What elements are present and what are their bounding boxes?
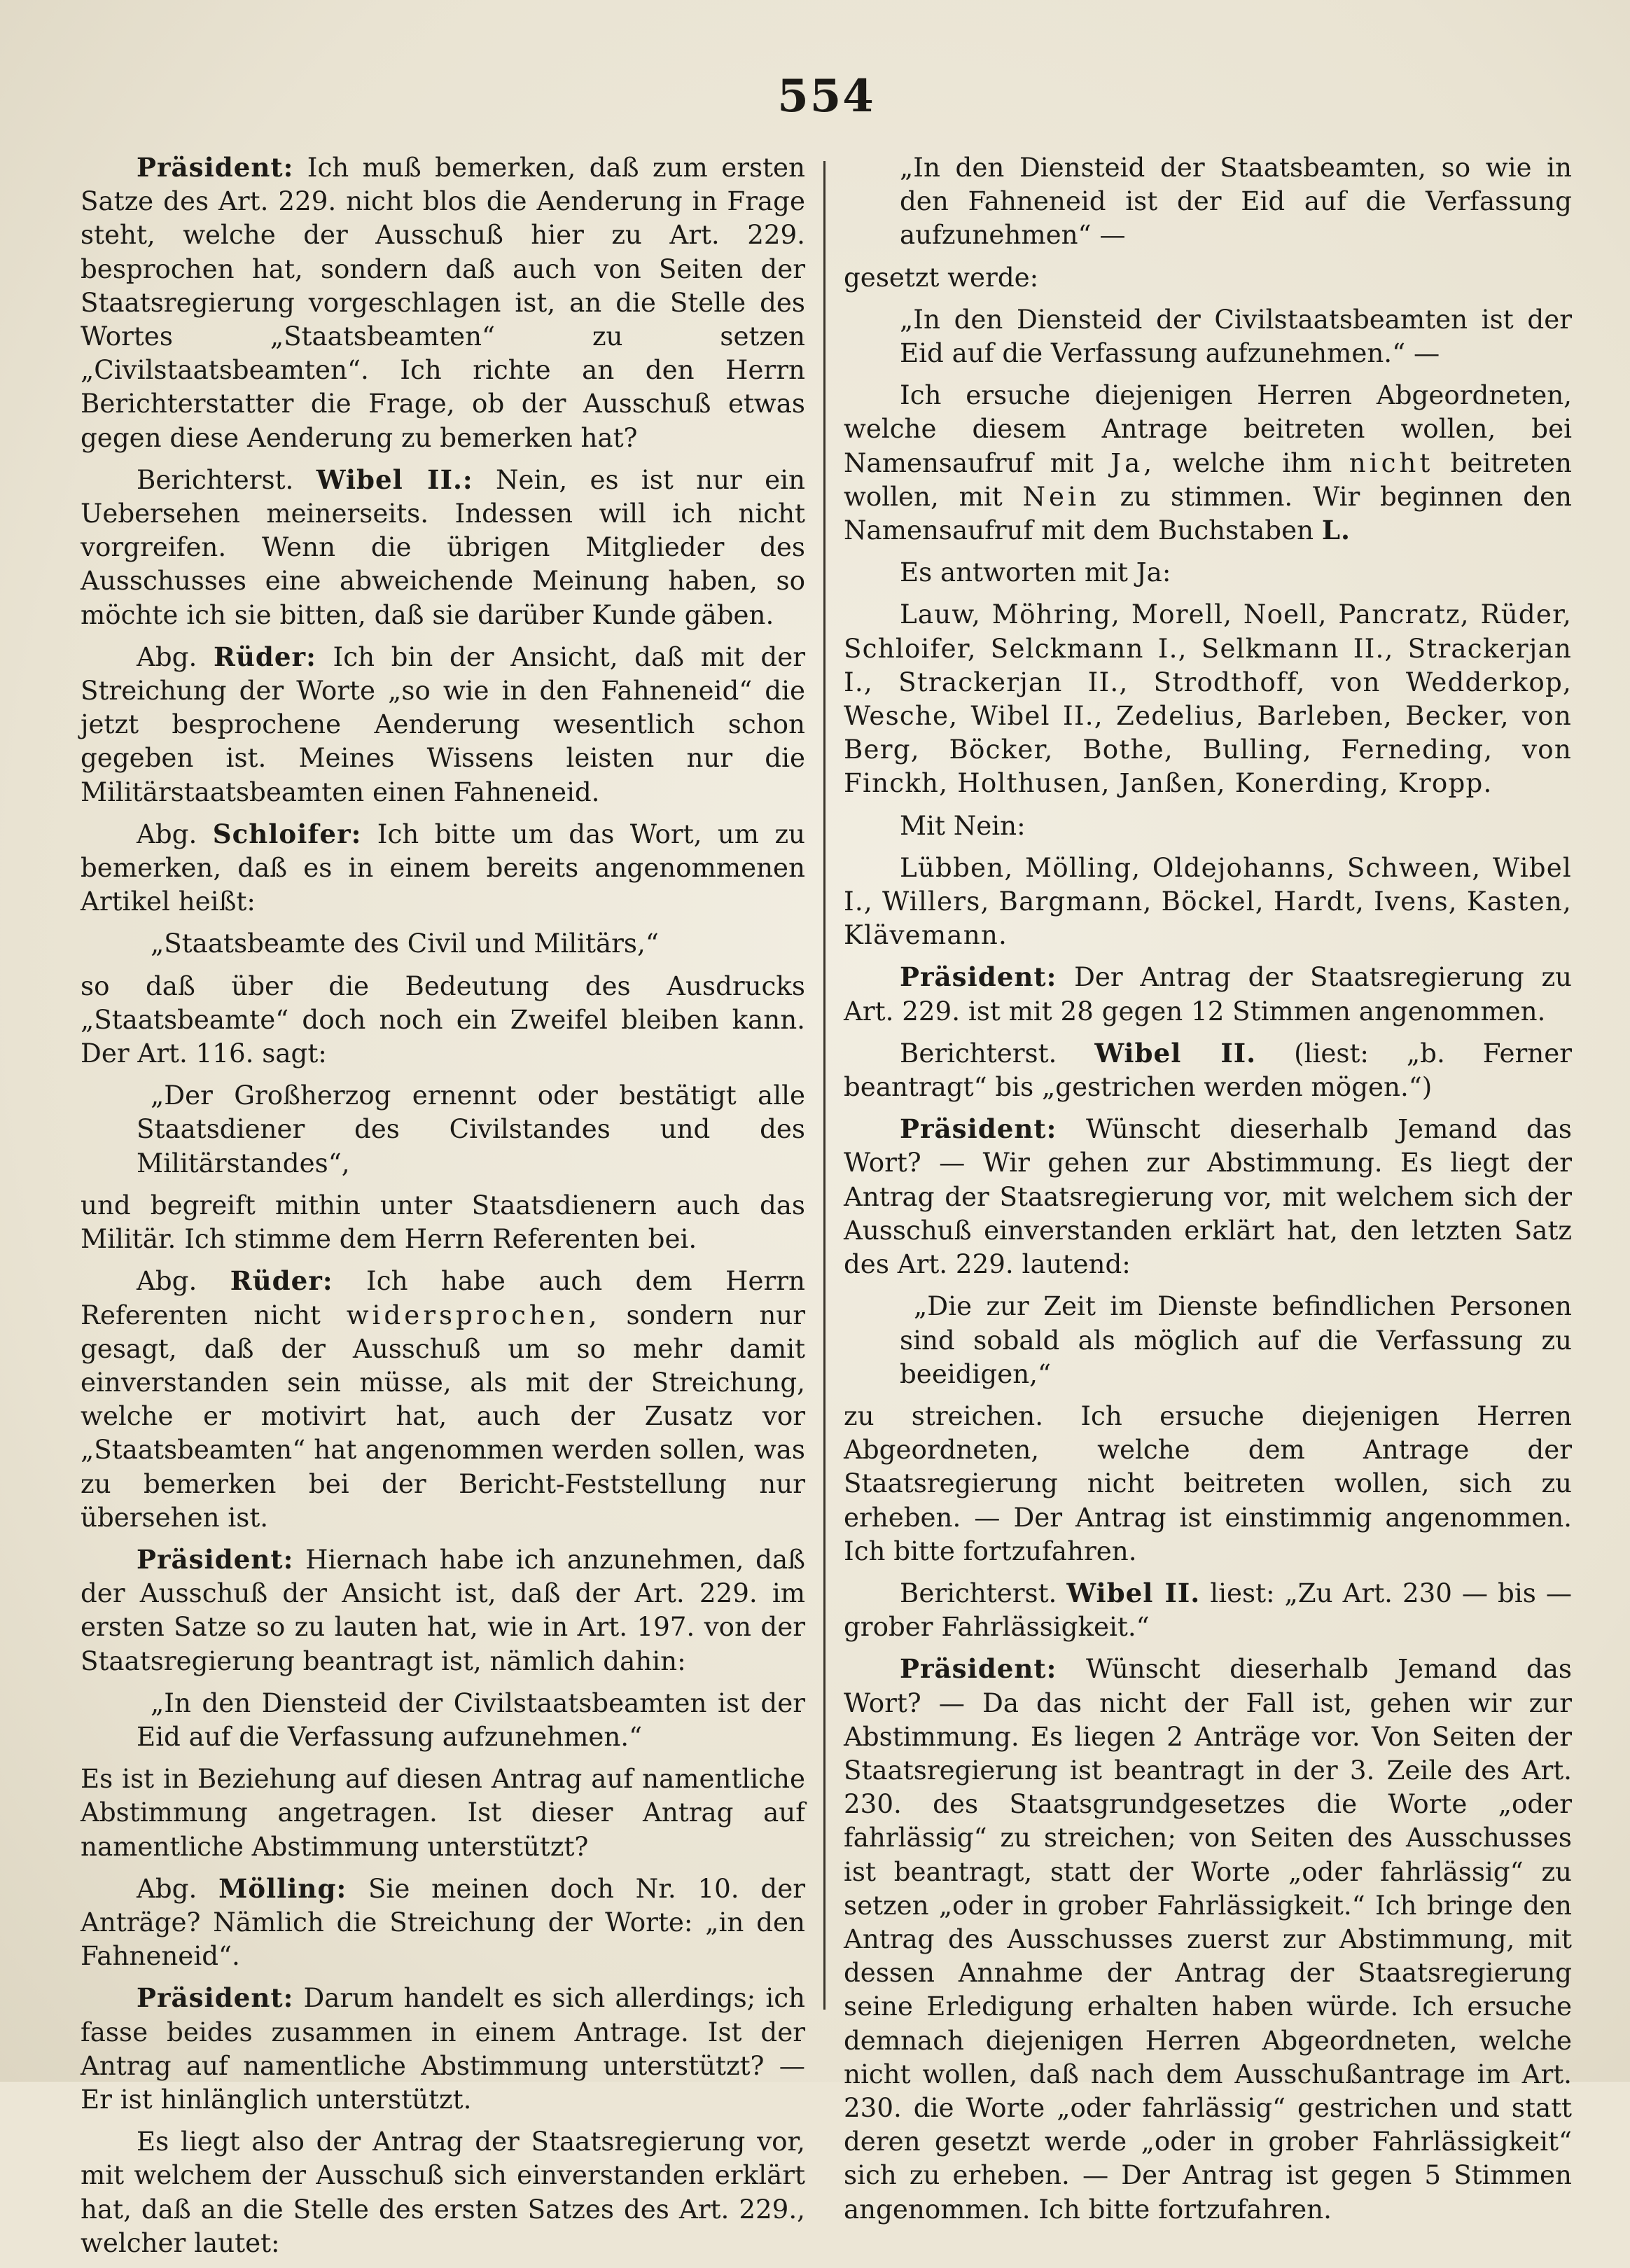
- paragraph-continuation: Es ist in Beziehung auf diesen Antrag auf namentliche Abstimmung angetragen. Ist dieser Antrag auf namentliche Abstimmung unterstützt?: [81, 1763, 805, 1862]
- speaker-name: Präsident:: [137, 152, 294, 183]
- vote-no-names: Lübben, Mölling, Oldejohanns, Schween, Wibel I., Willers, Bargmann, Böckel, Hardt, Ivens, Kasten, Klävemann.: [844, 851, 1572, 951]
- page-number: 554: [777, 70, 875, 123]
- paragraph-text: Ich ersuche diejenigen Herren Abgeordneten, welche diesem Antrage beitreten wollen, bei Namensaufruf mit: [844, 380, 1572, 478]
- paragraph-text: (liest: „b. Ferner beantragt“ bis „gestrichen werden mögen.“): [844, 1037, 1572, 1103]
- quotation: „Der Großherzog ernennt oder bestätigt alle Staatsdiener des Civilstandes und des Militärstandes“,: [137, 1080, 805, 1178]
- quotation: „In den Diensteid der Civilstaatsbeamten ist der Eid auf die Verfassung aufzunehmen.“: [137, 1687, 805, 1752]
- emphasized-word: nicht: [1349, 447, 1434, 478]
- speaker-name: Mölling:: [218, 1872, 347, 1904]
- paragraph-continuation: gesetzt werde:: [844, 261, 1039, 293]
- paragraph-text: sondern nur gesagt, daß der Ausschuß um so mehr damit einverstanden sein müsse, als mit der Streichung, welche er motivirt hat, auch der Zusatz vor „Staatsbeamten“ hat angenommen werden sollen, was zu bemerken bei der Bericht-Feststellung nur übersehen ist.: [81, 1299, 805, 1533]
- paragraph-praesident-5: [844, 1112, 1572, 1281]
- vote-yes-label: Es antworten mit Ja:: [900, 557, 1171, 588]
- speaker-role: Abg.: [137, 1265, 197, 1297]
- paragraph-text: Hiernach habe ich anzunehmen, daß der Ausschuß der Ansicht ist, daß der Art. 229. im ersten Satze so zu lauten hat, wie in Art. 197. von der Staatsregierung beantragt ist, nämlich dahin:: [81, 1543, 805, 1676]
- paragraph-text: beitreten wollen, mit: [844, 447, 1572, 512]
- right-column: [844, 151, 1572, 2234]
- quotation: „In den Diensteid der Civilstaatsbeamten ist der Eid auf die Verfassung aufzunehmen.“ —: [900, 303, 1572, 369]
- quotation: „In den Diensteid der Staatsbeamten, so wie in den Fahneneid ist der Eid auf die Verfassung aufzunehmen“ —: [900, 152, 1572, 251]
- paragraph-schloifer: [81, 817, 805, 919]
- speaker-name: Präsident:: [900, 1653, 1057, 1685]
- speaker-role: Berichterst.: [137, 464, 294, 495]
- speaker-name: Wibel II.:: [316, 464, 473, 495]
- paragraph-praesident-6: [844, 1652, 1572, 2225]
- paragraph-roll-call: [844, 378, 1572, 547]
- paragraph-text: Wünscht dieserhalb Jemand das Wort? — Da das nicht der Fall ist, gehen wir zur Abstimmung. Es liegen 2 Anträge vor. Von Seiten der Staatsregierung ist beantragt in der 3. Zeile des Art. 230. des Staatsgrundgesetzes die Worte „oder fahrlässig“ zu streichen; von Seiten des Ausschusses ist beantragt, statt der Worte „oder fahrlässig“ zu setzen „oder in grober Fahrlässigkeit.“ Ich bringe den Antrag des Ausschusses zuerst zur Abstimmung, mit dessen Annahme der Antrag der Staatsregierung seine Erledigung erhalten haben würde. Ich ersuche demnach diejenigen Herren Abgeordneten, welche nicht wollen, daß nach dem Ausschußantrage im Art. 230. die Worte „oder fahrlässig“ gestrichen und statt deren gesetzt werde „oder in grober Fahrlässigkeit“ sich zu erheben. — Der Antrag ist gegen 5 Stimmen angenommen. Ich bitte fortzufahren.: [844, 1653, 1572, 2225]
- paragraph-rueder-1: [81, 640, 805, 809]
- paragraph-wibel-3: [844, 1576, 1572, 1643]
- speaker-name: Schloifer:: [212, 818, 362, 849]
- paragraph-text: Ich bin der Ansicht, daß mit der Streichung der Worte „so wie in den Fahneneid“ die jetzt besprochene Aenderung wesentlich schon gegeben ist. Meines Wissens leisten nur die Militärstaatsbeamten einen Fahneneid.: [81, 641, 805, 807]
- speaker-name: Wibel II.: [1066, 1577, 1201, 1608]
- speaker-role: Abg.: [137, 818, 197, 849]
- left-column: [81, 151, 805, 2268]
- paragraph-praesident-4: [844, 960, 1572, 1027]
- vote-yes-names: Lauw, Möhring, Morell, Noell, Pancratz, Rüder, Schloifer, Selckmann I., Selkmann II., Strackerjan I., Strackerjan II., Strodthoff, von Wedderkop, Wesche, Wibel II., Zedelius, Barleben, Becker, von Berg, Böcker, Bothe, Bulling, Ferneding, von Finckh, Holthusen, Janßen, Konerding, Kropp.: [844, 599, 1572, 799]
- paragraph-text: Sie meinen doch Nr. 10. der Anträge? Nämlich die Streichung der Worte: „in den Fahneneid“.: [81, 1872, 805, 1972]
- emphasized-word: L.: [1321, 515, 1351, 546]
- quotation: „Die zur Zeit im Dienste befindlichen Personen sind sobald als möglich auf die Verfassung zu beeidigen,“: [900, 1290, 1572, 1389]
- paragraph-continuation: so daß über die Bedeutung des Ausdrucks „Staatsbeamte“ doch noch ein Zweifel bleiben kann. Der Art. 116. sagt:: [81, 970, 805, 1069]
- speaker-role: Berichterst.: [900, 1037, 1057, 1069]
- vote-no-label: Mit Nein:: [900, 809, 1026, 841]
- paragraph-text: liest: „Zu Art. 230 — bis — grober Fahrlässigkeit.“: [844, 1577, 1573, 1643]
- paragraph-text: Ich bitte um das Wort, um zu bemerken, daß es in einem bereits angenommenen Artikel heißt:: [81, 818, 806, 917]
- paragraph-text: Nein, es ist nur ein Uebersehen meinerseits. Indessen will ich nicht vorgreifen. Wenn die übrigen Mitglieder des Ausschusses eine abweichende Meinung haben, so möchte ich sie bitten, daß sie darüber Kunde gäben.: [81, 464, 805, 630]
- speaker-name: Präsident:: [900, 961, 1057, 993]
- paragraph-moelling: [81, 1872, 805, 1973]
- emphasized-word: Ja,: [1110, 447, 1156, 478]
- paragraph-praesident-3: [81, 1981, 805, 2116]
- paragraph-text: Der Antrag der Staatsregierung zu Art. 229. ist mit 28 gegen 12 Stimmen angenommen.: [844, 961, 1572, 1027]
- paragraph-text: Es liegt also der Antrag der Staatsregierung vor, mit welchem der Ausschuß sich einverstanden erklärt hat, daß an die Stelle des ersten Satzes des Art. 229., welcher lautet:: [81, 2126, 805, 2258]
- speaker-role: Berichterst.: [900, 1577, 1057, 1608]
- paragraph-praesident-2: [81, 1543, 805, 1678]
- speaker-role: Abg.: [137, 1872, 197, 1904]
- paragraph-text: Ich habe auch dem Herrn Referenten nicht: [81, 1265, 805, 1330]
- paragraph-text: Wünscht dieserhalb Jemand das Wort? — Wir gehen zur Abstimmung. Es liegt der Antrag der Staatsregierung vor, mit welchem sich der Ausschuß einverstanden erklärt hat, den letzten Satz des Art. 229. lautend:: [844, 1113, 1572, 1280]
- paragraph-continuation: und begreift mithin unter Staatsdienern auch das Militär. Ich stimme dem Herrn Referenten bei.: [81, 1189, 805, 1255]
- speaker-name: Präsident:: [900, 1113, 1057, 1145]
- quotation: „Staatsbeamte des Civil und Militärs,“: [151, 928, 659, 959]
- speaker-name: Präsident:: [137, 1543, 294, 1575]
- speaker-name: Wibel II.: [1094, 1037, 1257, 1069]
- paragraph-text: Darum handelt es sich allerdings; ich fasse beides zusammen in einem Antrage. Ist der Antrag auf namentliche Abstimmung unterstützt? — Er ist hinlänglich unterstützt.: [81, 1982, 805, 2115]
- paragraph-wibel: [81, 463, 805, 632]
- paragraph-text: zu stimmen. Wir beginnen den Namensaufruf mit dem Buchstaben: [844, 480, 1572, 546]
- emphasized-word: Nein: [1022, 480, 1100, 512]
- speaker-name: Präsident:: [137, 1982, 294, 2014]
- paragraph-text: welche ihm: [1172, 447, 1332, 478]
- emphasized-word: widersprochen,: [346, 1299, 601, 1330]
- paragraph-praesident-1: [81, 151, 805, 454]
- paragraph-text: Ich muß bemerken, daß zum ersten Satze des Art. 229. nicht blos die Aenderung in Frage steht, welche der Ausschuß hier zu Art. 229. besprochen hat, sondern daß auch von Seiten der Staatsregierung vorgeschlagen ist, an die Stelle des Wortes „Staatsbeamten“ zu setzen „Civilstaatsbeamten“. Ich richte an den Herrn Berichterstatter die Frage, ob der Ausschuß etwas gegen diese Aenderung zu bemerken hat?: [81, 152, 805, 453]
- paragraph-wibel-2: [844, 1036, 1572, 1104]
- column-divider: [823, 161, 826, 2010]
- speaker-role: Abg.: [137, 641, 197, 672]
- speaker-name: Rüder:: [230, 1265, 333, 1297]
- paragraph-rueder-2: [81, 1264, 805, 1534]
- speaker-name: Rüder:: [213, 641, 316, 672]
- paragraph-continuation: zu streichen. Ich ersuche diejenigen Herren Abgeordneten, welche dem Antrage der Staatsregierung nicht beitreten wollen, sich zu erheben. — Der Antrag ist einstimmig angenommen. Ich bitte fortzufahren.: [844, 1400, 1572, 1566]
